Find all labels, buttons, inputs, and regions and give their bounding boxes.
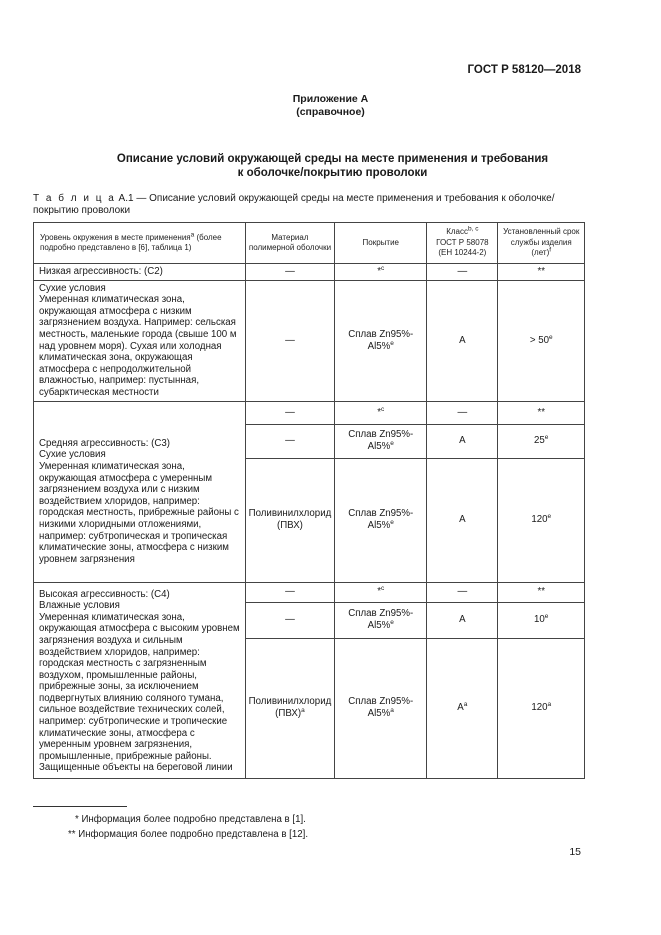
cell-life: 120e bbox=[498, 458, 585, 582]
header-environment: Уровень окружения в месте применения$^a$ (более подробно представлено в [6], таблица 1) bbox=[34, 223, 246, 264]
cell-material: — bbox=[245, 582, 335, 602]
cell-coating: Сплав Zn95%-Al5%$^e$ bbox=[335, 458, 427, 582]
appendix-heading bbox=[0, 93, 661, 119]
env-text: Умеренная климатическая зона, окружающая атмосфера с высоким уровнем загрязнения воздуха и сильным воздействием хлоридов, например: городская местность с загрязненным воздухом, промышленные районы, прибрежные зоны, за исключением подвергнутых влиянию соляного тумана, сильное воздействие технических солей, например: субтропические и тропические климатические зоны, атмосфера с умеренным уровнем загрязнения, промышленные, прибрежные районы. Защищенные объекты на береговой линии bbox=[39, 611, 240, 774]
cell-coating: Сплав Zn95%-Al5%$^e$ bbox=[335, 602, 427, 638]
table-caption-prefix: Т а б л и ц а bbox=[33, 193, 116, 204]
appendix-title: Приложение А bbox=[292, 93, 369, 105]
table-row bbox=[34, 401, 585, 424]
cell-class: — bbox=[427, 582, 498, 602]
cell-life: ** bbox=[498, 401, 585, 424]
table-caption bbox=[33, 193, 593, 217]
table-row bbox=[34, 264, 585, 281]
header-service-life: Установленный срок службы изделия (лет)$^f$ bbox=[498, 223, 585, 264]
cell-material: — bbox=[245, 401, 335, 424]
cell-life: > $50^e$ bbox=[498, 280, 585, 401]
cell-class: A bbox=[427, 458, 498, 582]
header-material: Материал полимерной оболочки bbox=[245, 223, 335, 264]
cell-material: Поливинилхлорид (ПВХ)$^a$ bbox=[245, 638, 335, 778]
table-caption-text: А.1 — Описание условий окружающей среды на месте применения и требования к оболочке/покрытию проволоки bbox=[33, 193, 555, 216]
cell-coating: *$^c$ bbox=[335, 401, 427, 424]
cell-material: — bbox=[245, 602, 335, 638]
env-description bbox=[34, 280, 246, 401]
footnote-1: * Информация более подробно представлена в [1]. bbox=[75, 814, 306, 825]
env-level: Высокая агрессивность: (С4) bbox=[39, 588, 170, 600]
env-level: Низкая агрессивность: (С2) bbox=[34, 264, 246, 281]
cell-coating: Сплав Zn95%-Al5%$^e$ bbox=[335, 280, 427, 401]
env-description bbox=[34, 401, 246, 582]
requirements-table bbox=[33, 222, 585, 779]
env-condition: Сухие условия bbox=[39, 449, 106, 461]
cell-coating: *$^c$ bbox=[335, 582, 427, 602]
cell-coating: Сплав Zn95%-Al5%$^a$ bbox=[335, 638, 427, 778]
table-row bbox=[34, 582, 585, 602]
cell-class: A bbox=[427, 602, 498, 638]
env-description bbox=[34, 582, 246, 778]
cell-class: $A^a$ bbox=[427, 638, 498, 778]
cell-life: 25e bbox=[498, 424, 585, 458]
appendix-subtitle: (справочное) bbox=[296, 106, 365, 118]
env-condition: Влажные условия bbox=[39, 600, 120, 612]
footnote-separator bbox=[33, 806, 127, 807]
cell-material: Поливинилхлорид (ПВХ) bbox=[245, 458, 335, 582]
cell-material: — bbox=[245, 424, 335, 458]
cell-life: 120$^a$ bbox=[498, 638, 585, 778]
footnote-2: ** Информация более подробно представлена в [12]. bbox=[68, 829, 309, 840]
cell-life: 10e bbox=[498, 602, 585, 638]
env-level: Средняя агрессивность: (С3) bbox=[39, 437, 170, 449]
section-title bbox=[80, 152, 585, 180]
section-title-line1: Описание условий окружающей среды на месте применения и требования bbox=[116, 153, 549, 165]
cell-life: ** bbox=[498, 264, 585, 281]
cell-class: — bbox=[427, 264, 498, 281]
cell-material: — bbox=[245, 280, 335, 401]
section-title-line2: к оболочке/покрытию проволоки bbox=[237, 167, 428, 179]
table-row bbox=[34, 280, 585, 401]
header-coating: Покрытие bbox=[335, 223, 427, 264]
cell-life: ** bbox=[498, 582, 585, 602]
cell-class: — bbox=[427, 401, 498, 424]
cell-coating: Сплав Zn95%-Al5%$^e$ bbox=[335, 424, 427, 458]
table-header-row bbox=[34, 223, 585, 264]
cell-class: A bbox=[427, 424, 498, 458]
cell-class: A bbox=[427, 280, 498, 401]
page-number: 15 bbox=[569, 846, 581, 858]
header-class: Класс$^{b, c}$ ГОСТ Р 58078 (ЕН 10244-2) bbox=[427, 223, 498, 264]
env-text: Умеренная климатическая зона, окружающая атмосфера с умеренным загрязнением воздуха или с низким воздействием хлоридов, например: городская местность, прибрежные районы с низкими хлоридными отложениями, например: субтропическая и тропическая климатические зоны, атмосфера с низким уровнем загрязнения bbox=[39, 460, 239, 565]
cell-coating: *$^c$ bbox=[335, 264, 427, 281]
env-text: Умеренная климатическая зона, окружающая атмосфера с низким загрязнением воздуха. Например: сельская местность, маленькие города (свыше 100 м над уровнем моря). Сухая или холодная климатическая зона, окружающая атмосфера с непродолжительной влажностью, например: пустынная, субарктическая местности bbox=[39, 294, 237, 398]
env-condition: Сухие условия bbox=[39, 282, 106, 294]
standard-number: ГОСТ Р 58120—2018 bbox=[467, 64, 581, 76]
cell-material: — bbox=[245, 264, 335, 281]
